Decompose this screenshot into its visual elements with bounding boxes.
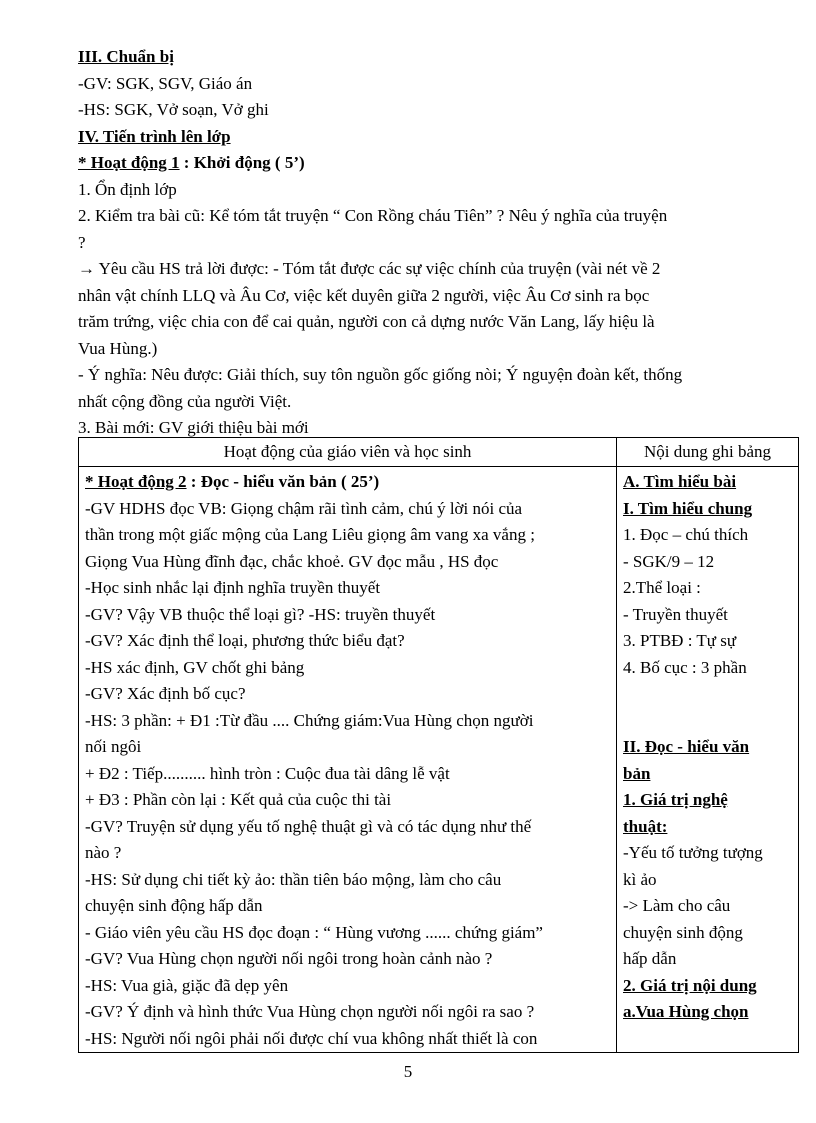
process-heading: IV. Tiến trình lên lớp bbox=[78, 126, 231, 146]
art-value-heading-cont: thuật: bbox=[623, 816, 668, 836]
right-line: 1. Đọc – chú thích bbox=[623, 525, 749, 544]
right-line: -> Làm cho câu bbox=[623, 896, 731, 915]
process-line: - Ý nghĩa: Nêu được: Giải thích, suy tôn nguồn gốc giống nòi; Ý nguyện đoàn kết, thống bbox=[78, 365, 683, 384]
left-line: -GV? Vua Hùng chọn người nối ngôi trong hoàn cảnh nào ? bbox=[85, 949, 493, 968]
left-line: -GV HDHS đọc VB: Giọng chậm rãi tình cảm, chú ý lời nói của bbox=[85, 498, 523, 518]
left-line: - Giáo viên yêu cầu HS đọc đoạn : “ Hùng vương ...... chứng giám” bbox=[85, 922, 543, 942]
left-line: -HS: 3 phần: + Đ1 :Từ đầu .... Chứng giám:Vua Hùng chọn người bbox=[85, 710, 534, 730]
left-line: nối ngôi bbox=[85, 737, 142, 756]
content-value-sub: a.Vua Hùng chọn bbox=[623, 1002, 749, 1021]
process-line: ? bbox=[78, 232, 86, 252]
right-line: 2.Thể loại : bbox=[623, 578, 701, 597]
section-i-heading: I. Tìm hiểu chung bbox=[623, 498, 753, 518]
left-line: -HS: Người nối ngôi phải nối được chí vua không nhất thiết là con bbox=[85, 1028, 538, 1048]
left-line: thần trong một giấc mộng của Lang Liêu giọng âm vang xa vắng ; bbox=[85, 525, 535, 544]
activity2-rest: : Đọc - hiểu văn bản ( 25’) bbox=[186, 472, 380, 491]
left-cell bbox=[79, 467, 617, 1053]
process-line: Vua Hùng.) bbox=[78, 338, 158, 358]
right-line: 4. Bố cục : 3 phần bbox=[623, 657, 747, 677]
table-header-row bbox=[79, 438, 799, 467]
header-left: Hoạt động của giáo viên và học sinh bbox=[79, 438, 617, 467]
activity1-heading bbox=[78, 150, 798, 177]
right-cell bbox=[617, 467, 799, 1053]
left-line: -Học sinh nhắc lại định nghĩa truyền thuyết bbox=[85, 578, 381, 597]
right-line: 3. PTBĐ : Tự sự bbox=[623, 631, 737, 650]
left-line: -HS xác định, GV chốt ghi bảng bbox=[85, 657, 305, 677]
lesson-table bbox=[78, 437, 799, 1053]
right-line: chuyện sinh động bbox=[623, 922, 743, 942]
left-line: chuyện sinh động hấp dẫn bbox=[85, 896, 263, 915]
left-line: -GV? Ý định và hình thức Vua Hùng chọn người nối ngôi ra sao ? bbox=[85, 1002, 535, 1021]
left-line: Giọng Vua Hùng đĩnh đạc, chắc khoẻ. GV đọc mẫu , HS đọc bbox=[85, 551, 499, 571]
process-line: 1. Ổn định lớp bbox=[78, 179, 177, 199]
process-line: nhất cộng đồng của người Việt. bbox=[78, 391, 292, 411]
spacer bbox=[623, 708, 792, 735]
left-line: -GV? Vậy VB thuộc thể loại gì? -HS: truyền thuyết bbox=[85, 604, 436, 624]
right-line: kì ảo bbox=[623, 869, 657, 889]
left-line: -GV? Xác định bố cục? bbox=[85, 684, 246, 703]
right-line: - SGK/9 – 12 bbox=[623, 551, 715, 571]
left-line: -GV? Truyện sử dụng yếu tố nghệ thuật gì và có tác dụng như thế bbox=[85, 816, 532, 836]
process-line: 3. Bài mới: GV giới thiệu bài mới bbox=[78, 418, 309, 437]
process-line: nhân vật chính LLQ và Âu Cơ, việc kết duyên giữa 2 người, việc Âu Cơ sinh ra bọc bbox=[78, 285, 650, 305]
document-page bbox=[78, 44, 798, 442]
left-line: -HS: Sử dụng chi tiết kỳ ảo: thần tiên báo mộng, làm cho câu bbox=[85, 869, 502, 889]
section-ii-heading-cont: bản bbox=[623, 763, 651, 783]
table-body-row bbox=[79, 467, 799, 1053]
process-line: → Yêu cầu HS trả lời được: - Tóm tắt được các sự việc chính của truyện (vài nét về 2 bbox=[78, 259, 661, 278]
page-number: 5 bbox=[403, 1062, 413, 1081]
right-line: hấp dẫn bbox=[623, 949, 677, 968]
left-line: + Đ2 : Tiếp.......... hình tròn : Cuộc đua tài dâng lễ vật bbox=[85, 763, 450, 783]
process-line: 2. Kiểm tra bài cũ: Kể tóm tắt truyện “ Con Rồng cháu Tiên” ? Nêu ý nghĩa của truyện bbox=[78, 206, 668, 225]
prep-hs: -HS: SGK, Vở soạn, Vở ghi bbox=[78, 100, 269, 119]
right-line: - Truyền thuyết bbox=[623, 604, 728, 624]
activity2-heading bbox=[85, 469, 610, 496]
prep-heading: III. Chuẩn bị bbox=[78, 47, 174, 66]
section-ii-heading: II. Đọc - hiểu văn bbox=[623, 737, 750, 756]
art-value-heading: 1. Giá trị nghệ bbox=[623, 790, 728, 809]
activity1-label: * Hoạt động 1 bbox=[78, 153, 180, 172]
left-line: -HS: Vua già, giặc đã dẹp yên bbox=[85, 975, 289, 995]
right-line: -Yếu tố tưởng tượng bbox=[623, 843, 763, 862]
activity1-rest: : Khởi động ( 5’) bbox=[179, 153, 305, 172]
left-line: nào ? bbox=[85, 843, 122, 862]
left-line: + Đ3 : Phần còn lại : Kết quả của cuộc thi tài bbox=[85, 790, 392, 809]
section-a-heading: A. Tìm hiểu bài bbox=[623, 472, 737, 491]
prep-gv: -GV: SGK, SGV, Giáo án bbox=[78, 73, 253, 93]
process-line: trăm trứng, việc chia con để cai quản, người con cả dựng nước Văn Lang, lấy hiệu là bbox=[78, 312, 655, 331]
header-right: Nội dung ghi bảng bbox=[617, 438, 799, 467]
content-value-heading: 2. Giá trị nội dung bbox=[623, 975, 757, 995]
spacer bbox=[623, 681, 792, 708]
activity2-label: * Hoạt động 2 bbox=[85, 472, 187, 491]
left-line: -GV? Xác định thể loại, phương thức biểu đạt? bbox=[85, 631, 405, 650]
